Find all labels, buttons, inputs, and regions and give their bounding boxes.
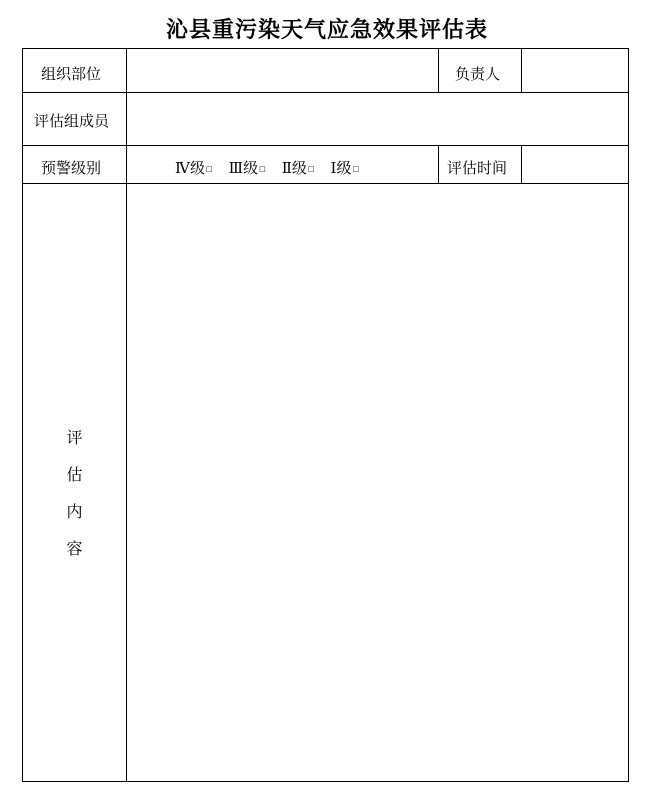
level-3-label: Ⅲ级 — [228, 159, 259, 177]
level-4-option[interactable] — [175, 158, 213, 179]
responsible-label: 负责人 — [455, 65, 501, 83]
warning-level-options — [175, 158, 375, 179]
content-label-char: 评 — [66, 428, 83, 447]
row-divider — [23, 92, 628, 93]
evaluation-form — [22, 48, 629, 782]
level-2-label: Ⅱ级 — [281, 159, 307, 177]
checkbox-icon: □ — [259, 165, 266, 173]
row-divider — [23, 145, 628, 146]
level-3-option[interactable] — [229, 158, 266, 179]
content-label-char: 内 — [66, 502, 83, 521]
level-2-option[interactable] — [282, 158, 315, 179]
column-divider — [126, 49, 127, 781]
members-label: 评估组成员 — [34, 112, 110, 130]
content-label — [23, 419, 126, 567]
content-label-char: 容 — [66, 539, 83, 558]
level-1-option[interactable] — [331, 158, 360, 179]
level-4-label: Ⅳ级 — [175, 159, 205, 177]
checkbox-icon: □ — [206, 165, 213, 173]
column-divider — [438, 145, 439, 183]
warning-level-label: 预警级别 — [41, 159, 102, 177]
form-title: 沁县重污染天气应急效果评估表 — [165, 17, 488, 43]
org-label: 组织部位 — [41, 65, 102, 83]
column-divider — [438, 49, 439, 92]
column-divider — [521, 145, 522, 183]
checkbox-icon: □ — [352, 165, 360, 173]
content-label-char: 估 — [66, 465, 83, 484]
column-divider — [521, 49, 522, 92]
level-1-label: Ⅰ级 — [330, 159, 352, 177]
checkbox-icon: □ — [307, 165, 315, 173]
evaluation-time-label: 评估时间 — [447, 159, 508, 177]
row-divider — [23, 183, 628, 184]
